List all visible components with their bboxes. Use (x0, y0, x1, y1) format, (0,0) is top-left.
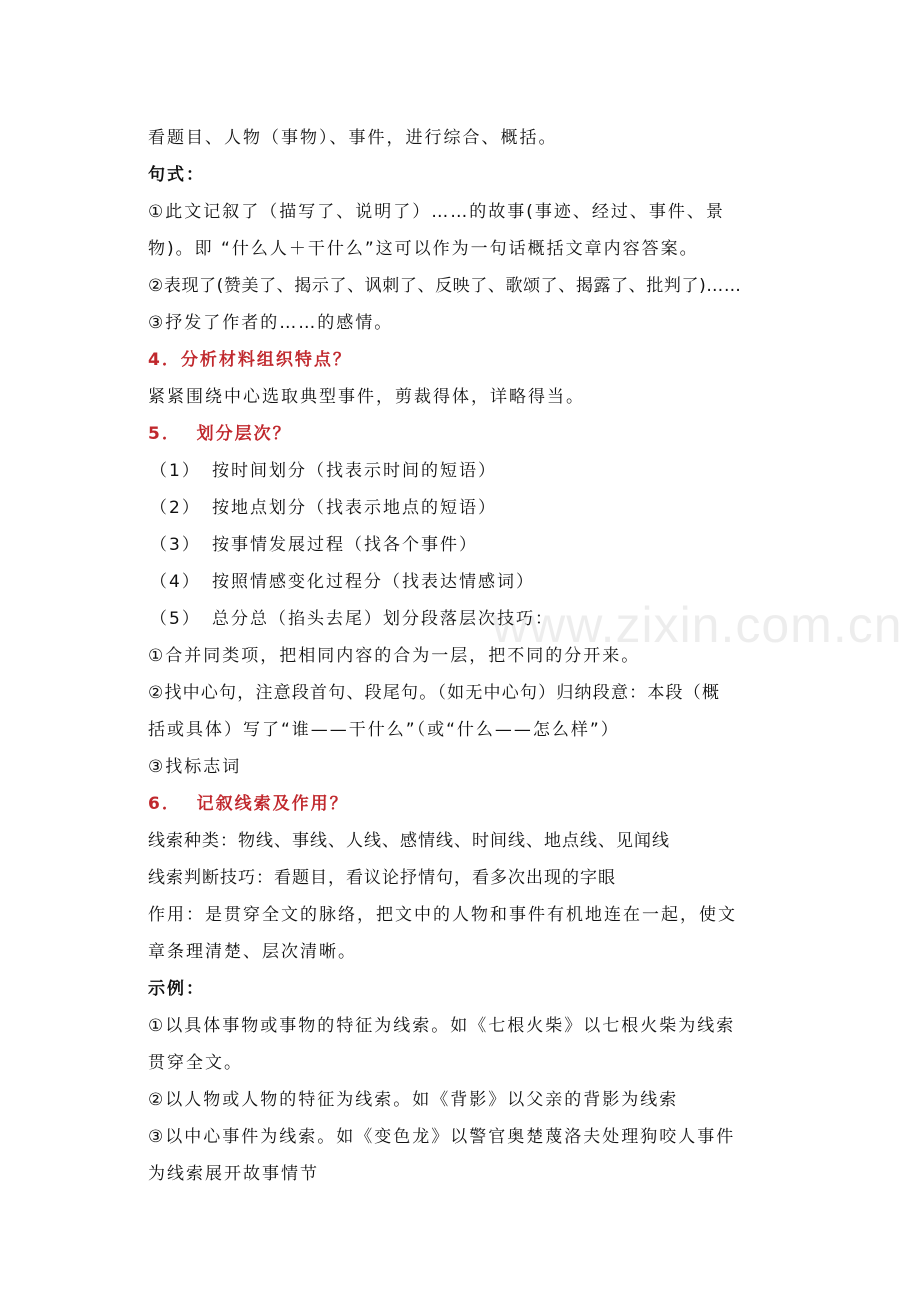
document-page (148, 120, 788, 1193)
section-6-heading: 6． 记叙线索及作用？ (148, 794, 349, 814)
example-1-line-1: ①以具体事物或事物的特征为线索。如《七根火柴》以七根火柴为线索 (148, 1016, 736, 1036)
tip-1: ①合并同类项，把相同内容的合为一层，把不同的分开来。 (148, 646, 641, 666)
example-1-line-2: 贯穿全文。 (148, 1053, 243, 1073)
tip-3: ③找标志词 (148, 757, 242, 777)
layer-method-number: （4） (150, 572, 201, 592)
layer-method-number: （2） (150, 498, 201, 518)
example-3-line-1: ③以中心事件为线索。如《变色龙》以警官奥楚蔑洛夫处理狗咬人事件 (148, 1127, 736, 1147)
layer-method-number: （5） (150, 609, 201, 629)
layer-method-number: （3） (150, 535, 201, 555)
layer-method-2 (148, 490, 788, 527)
section-5-heading: 5． 划分层次？ (148, 424, 292, 444)
watermark: www.zixin.com.cn (492, 597, 903, 653)
layer-method-text: 按地点划分（找表示地点的短语） (212, 498, 497, 518)
clue-judgement: 线索判断技巧：看题目，看议论抒情句，看多次出现的字眼 (148, 868, 616, 888)
pattern-1-line-2: 物)。即 “什么人＋干什么”这可以作为一句话概括文章内容答案。 (148, 239, 699, 259)
summary-instruction: 看题目、人物（事物）、事件，进行综合、概括。 (148, 128, 558, 148)
layer-method-text: 按事情发展过程（找各个事件） (212, 535, 478, 555)
layer-method-5 (148, 601, 788, 638)
layer-method-4 (148, 564, 788, 601)
section-4-body: 紧紧围绕中心选取典型事件，剪裁得体，详略得当。 (148, 387, 585, 407)
layer-method-text: 总分总（掐头去尾）划分段落层次技巧： (212, 609, 554, 629)
example-3-line-2: 为线索展开故事情节 (148, 1164, 319, 1184)
layer-method-3 (148, 527, 788, 564)
pattern-1-line-1: ①此文记叙了（描写了、说明了）……的故事(事迹、经过、事件、景 (148, 202, 725, 222)
layer-method-text: 按照情感变化过程分（找表达情感词） (212, 572, 535, 592)
section-4-heading: 4．分析材料组织特点？ (148, 350, 352, 370)
tip-2-line-1: ②找中心句，注意段首句、段尾句。（如无中心句）归纳段意：本段（概 (148, 683, 721, 703)
examples-heading: 示例： (148, 979, 205, 999)
tip-2-line-2: 括或具体）写了“谁——干什么”（或“什么——怎么样”） (148, 720, 620, 740)
clue-types: 线索种类：物线、事线、人线、感情线、时间线、地点线、见闻线 (148, 831, 670, 851)
example-2: ②以人物或人物的特征为线索。如《背影》以父亲的背影为线索 (148, 1090, 679, 1110)
layer-method-number: （1） (150, 461, 201, 481)
pattern-3: ③抒发了作者的……的感情。 (148, 313, 394, 333)
clue-function-line-1: 作用：是贯穿全文的脉络，把文中的人物和事件有机地连在一起，使文 (148, 905, 737, 925)
layer-method-text: 按时间划分（找表示时间的短语） (212, 461, 497, 481)
clue-function-line-2: 章条理清楚、层次清晰。 (148, 942, 357, 962)
pattern-2: ②表现了(赞美了、揭示了、讽刺了、反映了、歌颂了、揭露了、批判了)…… (148, 276, 742, 296)
sentence-pattern-heading: 句式： (148, 165, 205, 185)
layer-method-1 (148, 453, 788, 490)
